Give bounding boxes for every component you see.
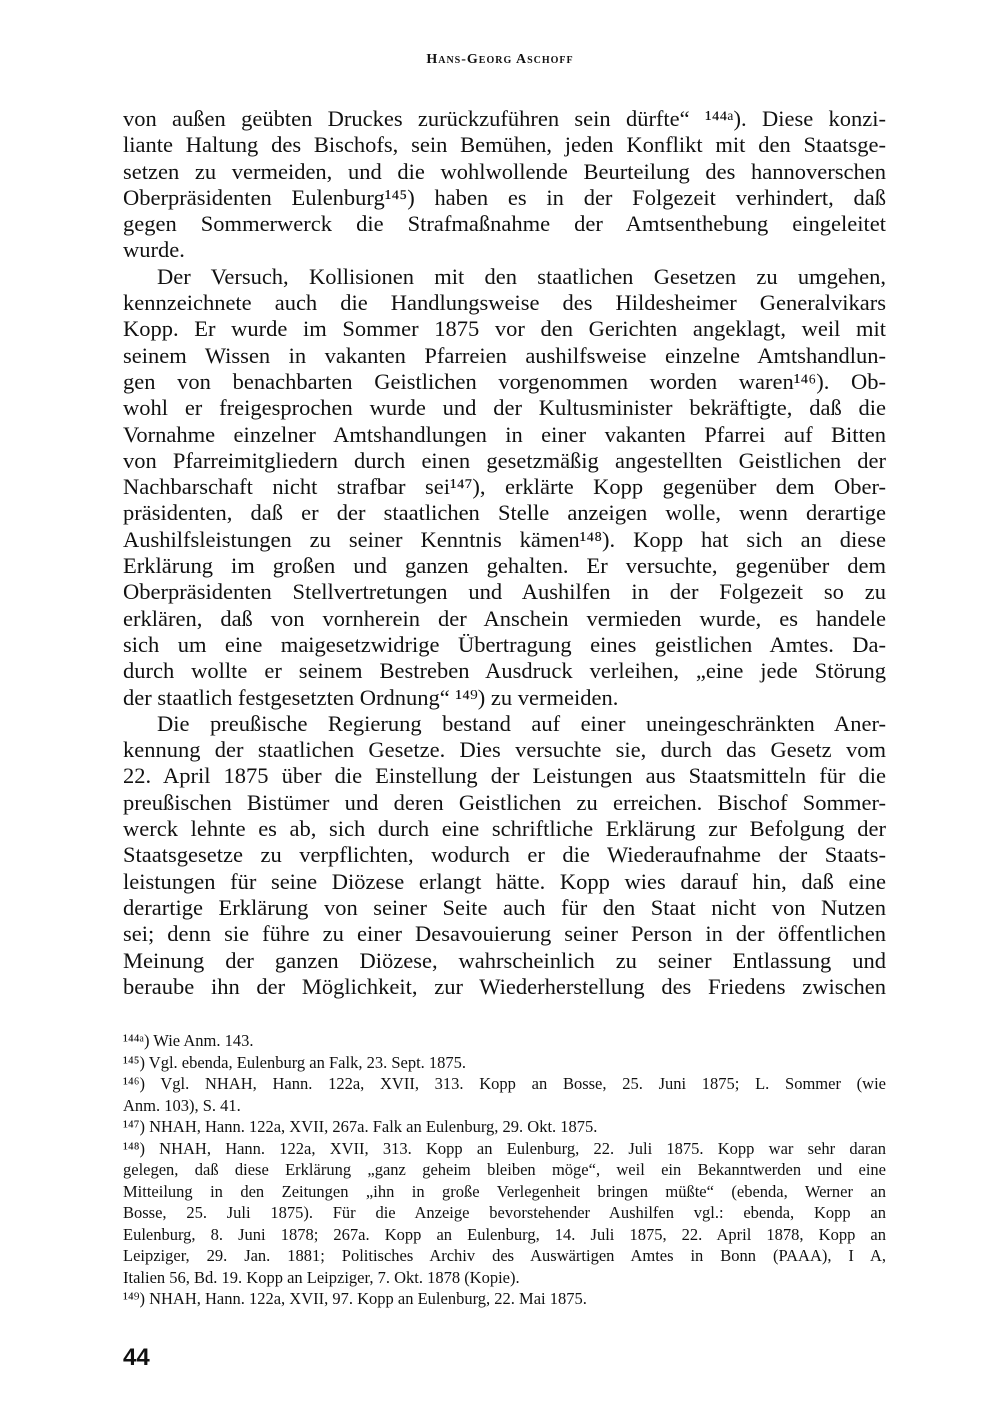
body-text-line: gen von benachbarten Geistlichen vorgenommen worden waren¹⁴⁶). Ob- [123,368,886,394]
body-text-line: sei; denn sie führe zu einer Desavouierung seiner Person in der öffentlichen [123,921,886,947]
footnote-line: ¹⁴⁴ᵃ) Wie Anm. 143. [123,1031,254,1050]
body-text-line: von außen geübten Druckes zurückzuführen sein dürfte“ ¹⁴⁴ᵃ). Diese konzi- [123,106,886,131]
body-text-line: derartige Erklärung von seiner Seite auch für den Staat nicht von Nutzen [123,894,886,920]
footnote-line: Anm. 103), S. 41. [123,1095,241,1115]
footnote-line: gelegen, daß diese Erklärung „ganz geheim bleiben möge“, weil ein Bekanntwerden und eine [123,1160,886,1179]
body-text-line: erklären, daß von vornherein der Anschein vermieden wurde, es handele [123,605,886,631]
body-text-line: von Pfarreimitgliedern durch einen gesetzmäßig angestellten Geistlichen der [123,447,886,473]
body-text [123,106,886,1000]
body-text-line: kennung der staatlichen Gesetze. Dies versuchte sie, durch das Gesetz vom [123,737,886,763]
body-text-line: Staatsgesetze zu verpflichten, wodurch er die Wiederaufnahme der Staats- [123,842,886,868]
body-text-line: der staatlich festgesetzten Ordnung“ ¹⁴⁹) zu vermeiden. [123,684,619,710]
body-text-line: Vornahme einzelner Amtshandlungen in einer vakanten Pfarrei auf Bitten [123,421,886,447]
footnote-line: Bosse, 25. Juli 1875). Für die Anzeige bevorstehender Aushilfen vgl.: ebenda, Kopp an [123,1203,886,1222]
body-text-line: Meinung der ganzen Diözese, wahrscheinlich zu seiner Entlassung und [123,947,886,973]
body-text-line: beraube ihn der Möglichkeit, zur Wiederherstellung des Friedens zwischen [123,973,886,999]
footnote-line: Italien 56, Bd. 19. Kopp an Leipziger, 7. Okt. 1878 (Kopie). [123,1267,520,1287]
body-text-line: leistungen für seine Diözese erlangt hätte. Kopp wies darauf hin, daß eine [123,868,886,894]
body-text-line: liante Haltung des Bischofs, sein Bemühen, jeden Konflikt mit den Staatsge- [123,132,886,158]
body-text-line: Nachbarschaft nicht strafbar sei¹⁴⁷), erklärte Kopp gegenüber dem Ober- [123,474,886,500]
page-number: 44 [123,1344,150,1371]
footnote-line: ¹⁴⁵) Vgl. ebenda, Eulenburg an Falk, 23. Sept. 1875. [123,1052,467,1072]
body-text-line: gegen Sommerwerck die Strafmaßnahme der Amtsenthebung eingeleitet [123,211,886,237]
body-text-line: Der Versuch, Kollisionen mit den staatlichen Gesetzen zu umgehen, [157,263,886,289]
body-text-line: präsidenten, daß er der staatlichen Stelle anzeigen wolle, wenn derartige [123,500,886,526]
body-text-line: Kopp. Er wurde im Sommer 1875 vor den Gerichten angeklagt, weil mit [123,316,886,342]
body-text-line: Die preußische Regierung bestand auf einer uneingeschränkten Aner- [157,710,886,736]
body-text-line: seinem Wissen in vakanten Pfarreien aushilfsweise einzelne Amtshandlun- [123,342,886,368]
body-text-line: sich um eine maigesetzwidrige Übertragung eines geistlichen Amtes. Da- [123,631,886,657]
footnote-line: ¹⁴⁹) NHAH, Hann. 122a, XVII, 97. Kopp an Eulenburg, 22. Mai 1875. [123,1289,587,1308]
body-text-line: werck lehnte es ab, sich durch eine schriftliche Erklärung zur Befolgung der [123,816,886,842]
body-text-line: Aushilfsleistungen zu seiner Kenntnis kämen¹⁴⁸). Kopp hat sich an diese [123,526,886,552]
footnote-line: ¹⁴⁷) NHAH, Hann. 122a, XVII, 267a. Falk an Eulenburg, 29. Okt. 1875. [123,1117,598,1136]
footnote-line: ¹⁴⁸) NHAH, Hann. 122a, XVII, 313. Kopp an Eulenburg, 22. Juli 1875. Kopp war sehr daran [123,1138,886,1158]
body-text-line: 22. April 1875 über die Einstellung der Leistungen aus Staatsmitteln für die [123,763,886,789]
body-text-line: wohl er freigesprochen wurde und der Kultusminister bekräftigte, daß die [123,395,886,421]
body-text-line: preußischen Bistümer und deren Geistlichen zu erreichen. Bischof Sommer- [123,789,886,815]
footnote-line: Mitteilung in den Zeitungen „ihn in große Verlegenheit bringen müßte“ (ebenda, Werner an [123,1181,886,1201]
footnote-line: ¹⁴⁶) Vgl. NHAH, Hann. 122a, XVII, 313. Kopp an Bosse, 25. Juni 1875; L. Sommer (wie [123,1074,886,1093]
footnote-line: Eulenburg, 8. Juni 1878; 267a. Kopp an Eulenburg, 14. Juli 1875, 22. April 1878, Kopp an [123,1224,886,1244]
footnotes [123,1030,886,1310]
running-head: Hans-Georg Aschoff [426,52,574,67]
body-text-line: Erklärung im großen und ganzen gehalten. Er versuchte, gegenüber dem [123,553,886,579]
body-text-line: durch wollte er seinem Bestreben Ausdruck verleihen, „eine jede Störung [123,658,886,684]
body-text-line: setzen zu vermeiden, und die wohlwollende Beurteilung des hannoverschen [123,158,886,184]
body-text-line: kennzeichnete auch die Handlungsweise des Hildesheimer Generalvikars [123,290,886,316]
body-text-line: Oberpräsidenten Eulenburg¹⁴⁵) haben es in der Folgezeit verhindert, daß [123,184,886,210]
body-text-line: Oberpräsidenten Stellvertretungen und Aushilfen in der Folgezeit so zu [123,579,886,605]
footnote-line: Leipziger, 29. Jan. 1881; Politisches Archiv des Auswärtigen Amtes in Bonn (PAAA), I A, [123,1246,886,1265]
body-text-line: wurde. [123,237,185,263]
